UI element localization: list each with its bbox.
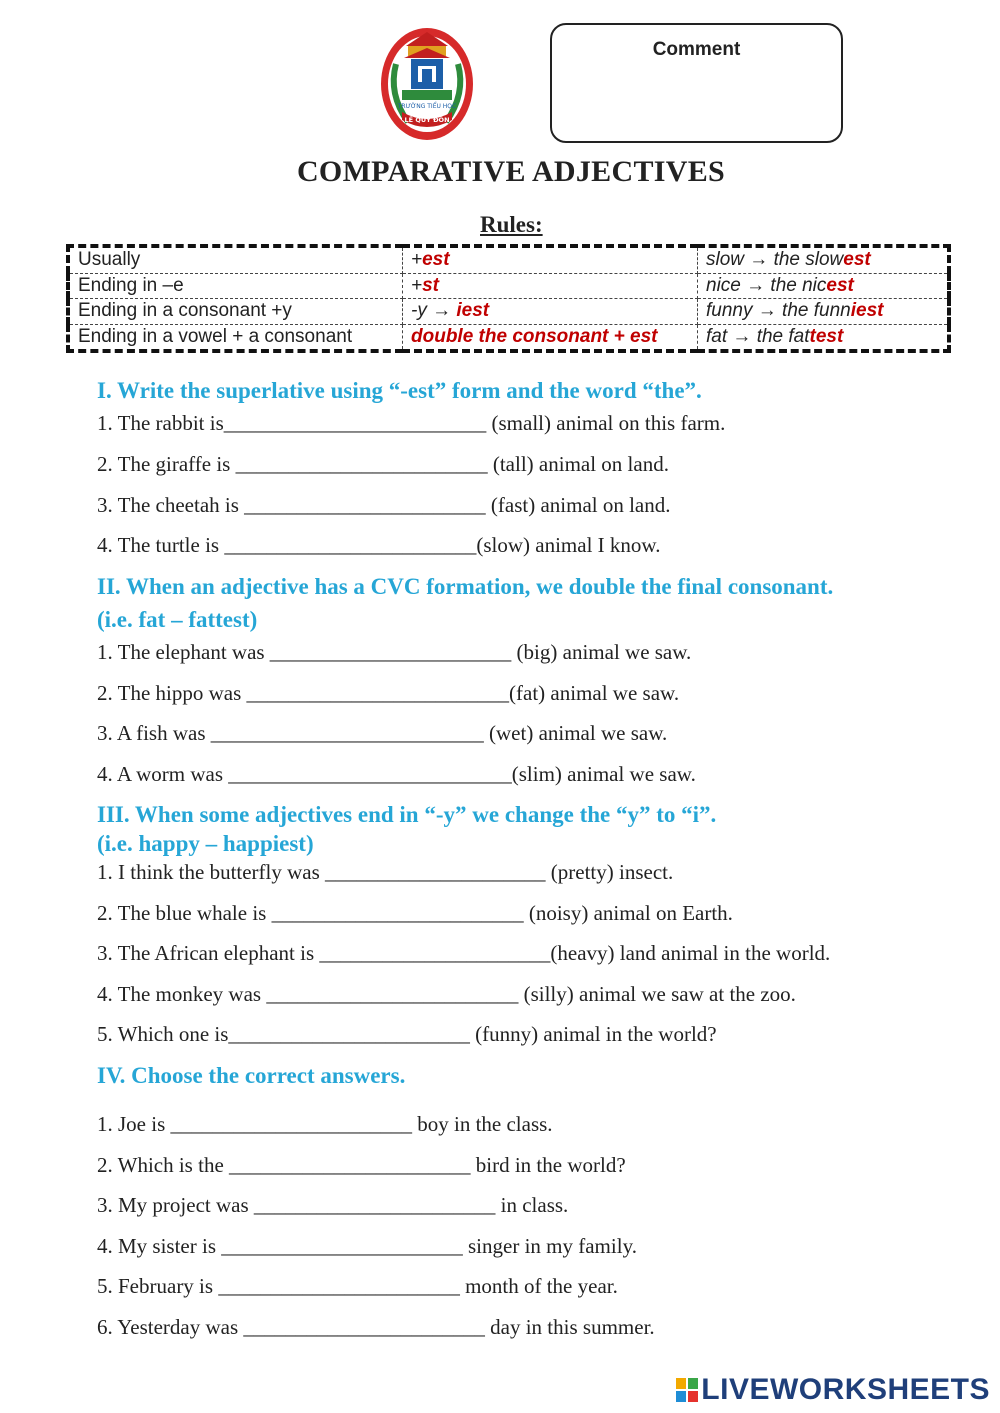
section-1-heading: I. Write the superlative using “-est” form and the word “the”. — [97, 378, 702, 403]
rule-prefix: + — [411, 249, 423, 271]
comment-box[interactable] — [550, 23, 843, 143]
section-2-item-2[interactable]: 2. The hippo was _________________________(fat) animal we saw. — [97, 681, 680, 705]
example-result: the nic — [770, 274, 827, 296]
arrow-icon: → — [727, 325, 757, 347]
section-3-item-3[interactable]: 3. The African elephant is ______________________(heavy) land animal in the world. — [97, 941, 831, 965]
section-4-item-2[interactable]: 2. Which is the _______________________ bird in the world? — [97, 1153, 626, 1177]
section-3-item-1[interactable]: 1. I think the butterfly was _____________________ (pretty) insect. — [97, 860, 674, 884]
section-1-item-1[interactable]: 1. The rabbit is_________________________ (small) animal on this farm. — [97, 411, 726, 435]
section-2-item-1[interactable]: 1. The elephant was _______________________ (big) animal we saw. — [97, 640, 692, 664]
rule-ending: Usually — [68, 246, 403, 273]
rule-change — [403, 324, 698, 351]
rule-emphasis: est — [422, 249, 450, 271]
example-emphasis: est — [826, 274, 854, 296]
arrow-icon: → — [740, 274, 771, 296]
liveworksheets-watermark[interactable] — [675, 1373, 990, 1407]
comment-label: Comment — [652, 39, 741, 60]
rules-row — [68, 273, 949, 299]
page-title: COMPARATIVE ADJECTIVES — [296, 155, 726, 188]
rule-ending: Ending in a vowel + a consonant — [68, 324, 403, 351]
rules-table — [66, 244, 951, 353]
section-3-item-4[interactable]: 4. The monkey was ________________________ (silly) animal we saw at the zoo. — [97, 982, 796, 1006]
rule-example — [698, 246, 950, 273]
section-1-item-2[interactable]: 2. The giraffe is ________________________ (tall) animal on land. — [97, 452, 669, 476]
rules-heading: Rules: — [480, 212, 543, 237]
section-4-item-6[interactable]: 6. Yesterday was _______________________ day in this summer. — [97, 1315, 655, 1339]
rule-example — [698, 299, 950, 325]
arrow-icon: → — [752, 300, 783, 322]
section-2-item-3[interactable]: 3. A fish was __________________________ (wet) animal we saw. — [97, 721, 668, 745]
example-result: the funn — [782, 300, 851, 322]
rule-change — [403, 246, 698, 273]
example-base: slow — [706, 249, 745, 271]
rule-prefix: + — [411, 274, 423, 296]
section-2-heading: II. When an adjective has a CVC formation, we double the final consonant. — [97, 574, 834, 599]
example-base: nice — [706, 274, 741, 296]
section-4-item-1[interactable]: 1. Joe is _______________________ boy in the class. — [97, 1112, 553, 1136]
section-3-item-2[interactable]: 2. The blue whale is ________________________ (noisy) animal on Earth. — [97, 901, 733, 925]
section-3-heading: III. When some adjectives end in “-y” we change the “y” to “i”. — [97, 802, 717, 827]
rule-example — [698, 273, 950, 299]
section-1-item-3[interactable]: 3. The cheetah is _______________________ (fast) animal on land. — [97, 493, 671, 517]
section-4-heading: IV. Choose the correct answers. — [97, 1063, 406, 1088]
example-base: funny — [706, 300, 753, 322]
logo-text-bottom: LÊ QUÝ ĐÔN — [404, 116, 450, 124]
arrow-icon: → — [744, 249, 774, 271]
arrow-icon: → — [432, 300, 457, 322]
rule-example — [698, 324, 950, 351]
section-3-item-5[interactable]: 5. Which one is_______________________ (funny) animal in the world? — [97, 1022, 717, 1046]
rules-row — [68, 324, 949, 351]
rule-emphasis: double the consonant + est — [411, 325, 658, 347]
watermark-text: LIVEWORKSHEETS — [701, 1373, 990, 1406]
section-4-item-3[interactable]: 3. My project was _______________________ in class. — [97, 1193, 569, 1217]
section-4-item-5[interactable]: 5. February is _______________________ month of the year. — [97, 1274, 618, 1298]
logo-text-top: TRƯỜNG TIỂU HỌC — [397, 103, 457, 110]
section-2-subheading: (i.e. fat – fattest) — [97, 607, 258, 632]
section-3-subheading: (i.e. happy – happiest) — [97, 831, 314, 856]
section-2-item-4[interactable]: 4. A worm was ___________________________(slim) animal we saw. — [97, 762, 696, 786]
rule-emphasis: iest — [456, 300, 490, 322]
liveworksheets-icon — [675, 1377, 699, 1403]
rules-body — [68, 246, 949, 351]
example-emphasis: test — [809, 325, 844, 347]
rule-ending: Ending in –e — [68, 273, 403, 299]
rule-emphasis: st — [422, 274, 440, 296]
section-1-item-4[interactable]: 4. The turtle is ________________________(slow) animal I know. — [97, 533, 661, 557]
rules-row — [68, 299, 949, 325]
rule-ending: Ending in a consonant +y — [68, 299, 403, 325]
example-base: fat — [706, 325, 728, 347]
rules-row — [68, 246, 949, 273]
school-logo — [378, 24, 476, 142]
section-4-item-4[interactable]: 4. My sister is _______________________ singer in my family. — [97, 1234, 637, 1258]
example-result: the slow — [773, 249, 844, 271]
rule-change — [403, 273, 698, 299]
example-emphasis: est — [843, 249, 871, 271]
example-result: the fat — [756, 325, 810, 347]
rule-change — [403, 299, 698, 325]
rule-prefix: -y — [411, 300, 433, 322]
example-emphasis: iest — [850, 300, 884, 322]
